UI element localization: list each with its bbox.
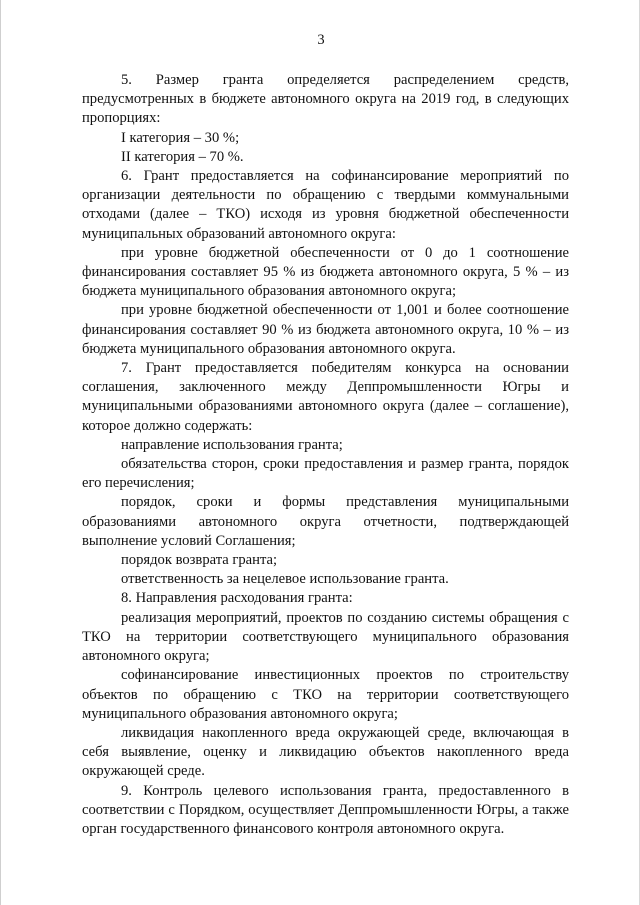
paragraph-7-item-obligations: обязательства сторон, сроки предоставления и размер гранта, порядок его перечисления; (82, 456, 569, 492)
paragraph-6-level-1001: при уровне бюджетной обеспеченности от 1,001 и более соотношение финансирования составляет 90 % из бюджета автономного округа, 10 % – из бюджета муниципального образования автономного округа. (82, 302, 569, 357)
paragraph-9: 9. Контроль целевого использования гранта, предоставленного в соответствии с Порядком, осуществляет Деппромышленности Югры, а также орган государственного финансового контроля автономного округа. (82, 782, 569, 837)
category-2-share: II категория – 70 %. (121, 148, 244, 165)
paragraph-7-item-direction: направление использования гранта; (121, 436, 343, 453)
paragraph-7-item-responsibility: ответственность за нецелевое использование гранта. (121, 571, 449, 588)
paragraph-7-item-reporting: порядок, сроки и формы представления муниципальными образованиями автономного округа отчетности, подтверждающей выполнение условий Соглашения; (82, 494, 569, 549)
paragraph-7-item-return: порядок возврата гранта; (121, 552, 278, 569)
paragraph-5: 5. Размер гранта определяется распределением средств, предусмотренных в бюджете автономного округа на 2019 год, в следующих пропорциях: (82, 72, 569, 127)
paragraph-6-level-0-1: при уровне бюджетной обеспеченности от 0 до 1 соотношение финансирования составляет 95 % из бюджета автономного округа, 5 % – из бюджета муниципального образования автономного округа; (82, 244, 569, 300)
paragraph-8: 8. Направления расходования гранта: (121, 590, 353, 607)
page-number: 3 (317, 32, 325, 48)
paragraph-7: 7. Грант предоставляется победителям конкурса на основании соглашения, заключенного между Деппромышленности Югры и муниципальными образованиями автономного округа (далее – соглашение), которое должно содержать: (82, 360, 569, 434)
document-body (82, 71, 569, 839)
category-1-share: I категория – 30 %; (121, 129, 240, 146)
paragraph-6: 6. Грант предоставляется на софинансирование мероприятий по организации деятельности по обращению с твердыми коммунальными отходами (далее – ТКО) исходя из уровня бюджетной обеспеченности муниципальных образований автономного округа: (82, 168, 569, 242)
paragraph-8-item-liquidation: ликвидация накопленного вреда окружающей среде, включающая в себя выявление, оценку и ликвидацию объектов накопленного вреда окружающей среде. (82, 724, 569, 780)
paragraph-8-item-cofinancing: софинансирование инвестиционных проектов по строительству объектов по обращению с ТКО на территории соответствующего муниципального образования автономного округа; (82, 667, 569, 722)
paragraph-8-item-system: реализация мероприятий, проектов по созданию системы обращения с ТКО на территории соответствующего муниципального образования автономного округа; (82, 609, 569, 665)
